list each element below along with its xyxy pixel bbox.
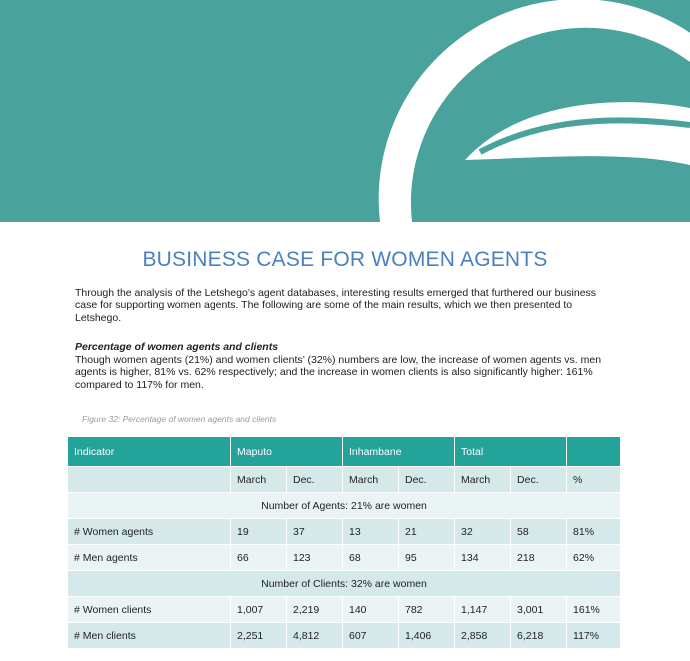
leaf-logo-graphic xyxy=(0,0,690,222)
subheader-cell: Dec. xyxy=(511,467,567,493)
table-row xyxy=(68,545,621,571)
section-row xyxy=(68,571,621,597)
table-cell: 66 xyxy=(231,545,287,571)
row-label: # Women agents xyxy=(68,519,231,545)
figure-caption: Figure 32: Percentage of women agents and clients xyxy=(82,414,277,424)
table-cell: 32 xyxy=(455,519,511,545)
section-subheading: Percentage of women agents and clients xyxy=(75,341,279,353)
table-cell: 607 xyxy=(343,623,399,649)
table-cell: 95 xyxy=(399,545,455,571)
subheader-cell xyxy=(68,467,231,493)
table-cell: 4,812 xyxy=(287,623,343,649)
table-cell: 161% xyxy=(567,597,621,623)
table-cell: 134 xyxy=(455,545,511,571)
table-cell: 2,219 xyxy=(287,597,343,623)
subheader-cell: Dec. xyxy=(399,467,455,493)
header-total: Total xyxy=(455,437,567,467)
subheader-cell: March xyxy=(455,467,511,493)
row-label: # Women clients xyxy=(68,597,231,623)
table-cell: 3,001 xyxy=(511,597,567,623)
header-banner xyxy=(0,0,690,222)
table-header-row xyxy=(68,437,621,467)
table-cell: 13 xyxy=(343,519,399,545)
header-maputo: Maputo xyxy=(231,437,343,467)
row-label: # Men agents xyxy=(68,545,231,571)
table-cell: 37 xyxy=(287,519,343,545)
table-row xyxy=(68,597,621,623)
table-cell: 68 xyxy=(343,545,399,571)
table-cell: 1,007 xyxy=(231,597,287,623)
table-cell: 1,406 xyxy=(399,623,455,649)
header-inhambane: Inhambane xyxy=(343,437,455,467)
table-cell: 2,251 xyxy=(231,623,287,649)
table-cell: 6,218 xyxy=(511,623,567,649)
subheader-cell: March xyxy=(231,467,287,493)
subheader-cell: % xyxy=(567,467,621,493)
table-cell: 218 xyxy=(511,545,567,571)
table-cell: 782 xyxy=(399,597,455,623)
subheader-cell: Dec. xyxy=(287,467,343,493)
table-cell: 2,858 xyxy=(455,623,511,649)
table-cell: 58 xyxy=(511,519,567,545)
section-row xyxy=(68,493,621,519)
table-row xyxy=(68,623,621,649)
agents-clients-table xyxy=(67,436,621,649)
intro-paragraph: Through the analysis of the Letshego’s agent databases, interesting results emerged that furthered our business case for supporting women agents. The following are some of the main results, which we then presented to Letshego. xyxy=(75,287,597,324)
body-paragraph: Though women agents (21%) and women clients’ (32%) numbers are low, the increase of women agents vs. men agents is higher, 81% vs. 62% respectively; and the increase in women clients is also significantly higher: 161% compared to 117% for men. xyxy=(75,354,602,391)
subheader-cell: March xyxy=(343,467,399,493)
table-cell: 19 xyxy=(231,519,287,545)
table-cell: 123 xyxy=(287,545,343,571)
header-blank xyxy=(567,437,621,467)
section-label-agents: Number of Agents: 21% are women xyxy=(68,493,621,519)
page-title: BUSINESS CASE FOR WOMEN AGENTS xyxy=(142,248,548,271)
table-cell: 62% xyxy=(567,545,621,571)
table-cell: 117% xyxy=(567,623,621,649)
row-label: # Men clients xyxy=(68,623,231,649)
table-cell: 81% xyxy=(567,519,621,545)
table-subheader-row xyxy=(68,467,621,493)
header-indicator: Indicator xyxy=(68,437,231,467)
table-cell: 21 xyxy=(399,519,455,545)
table-row xyxy=(68,519,621,545)
table-cell: 140 xyxy=(343,597,399,623)
table-cell: 1,147 xyxy=(455,597,511,623)
section-label-clients: Number of Clients: 32% are women xyxy=(68,571,621,597)
